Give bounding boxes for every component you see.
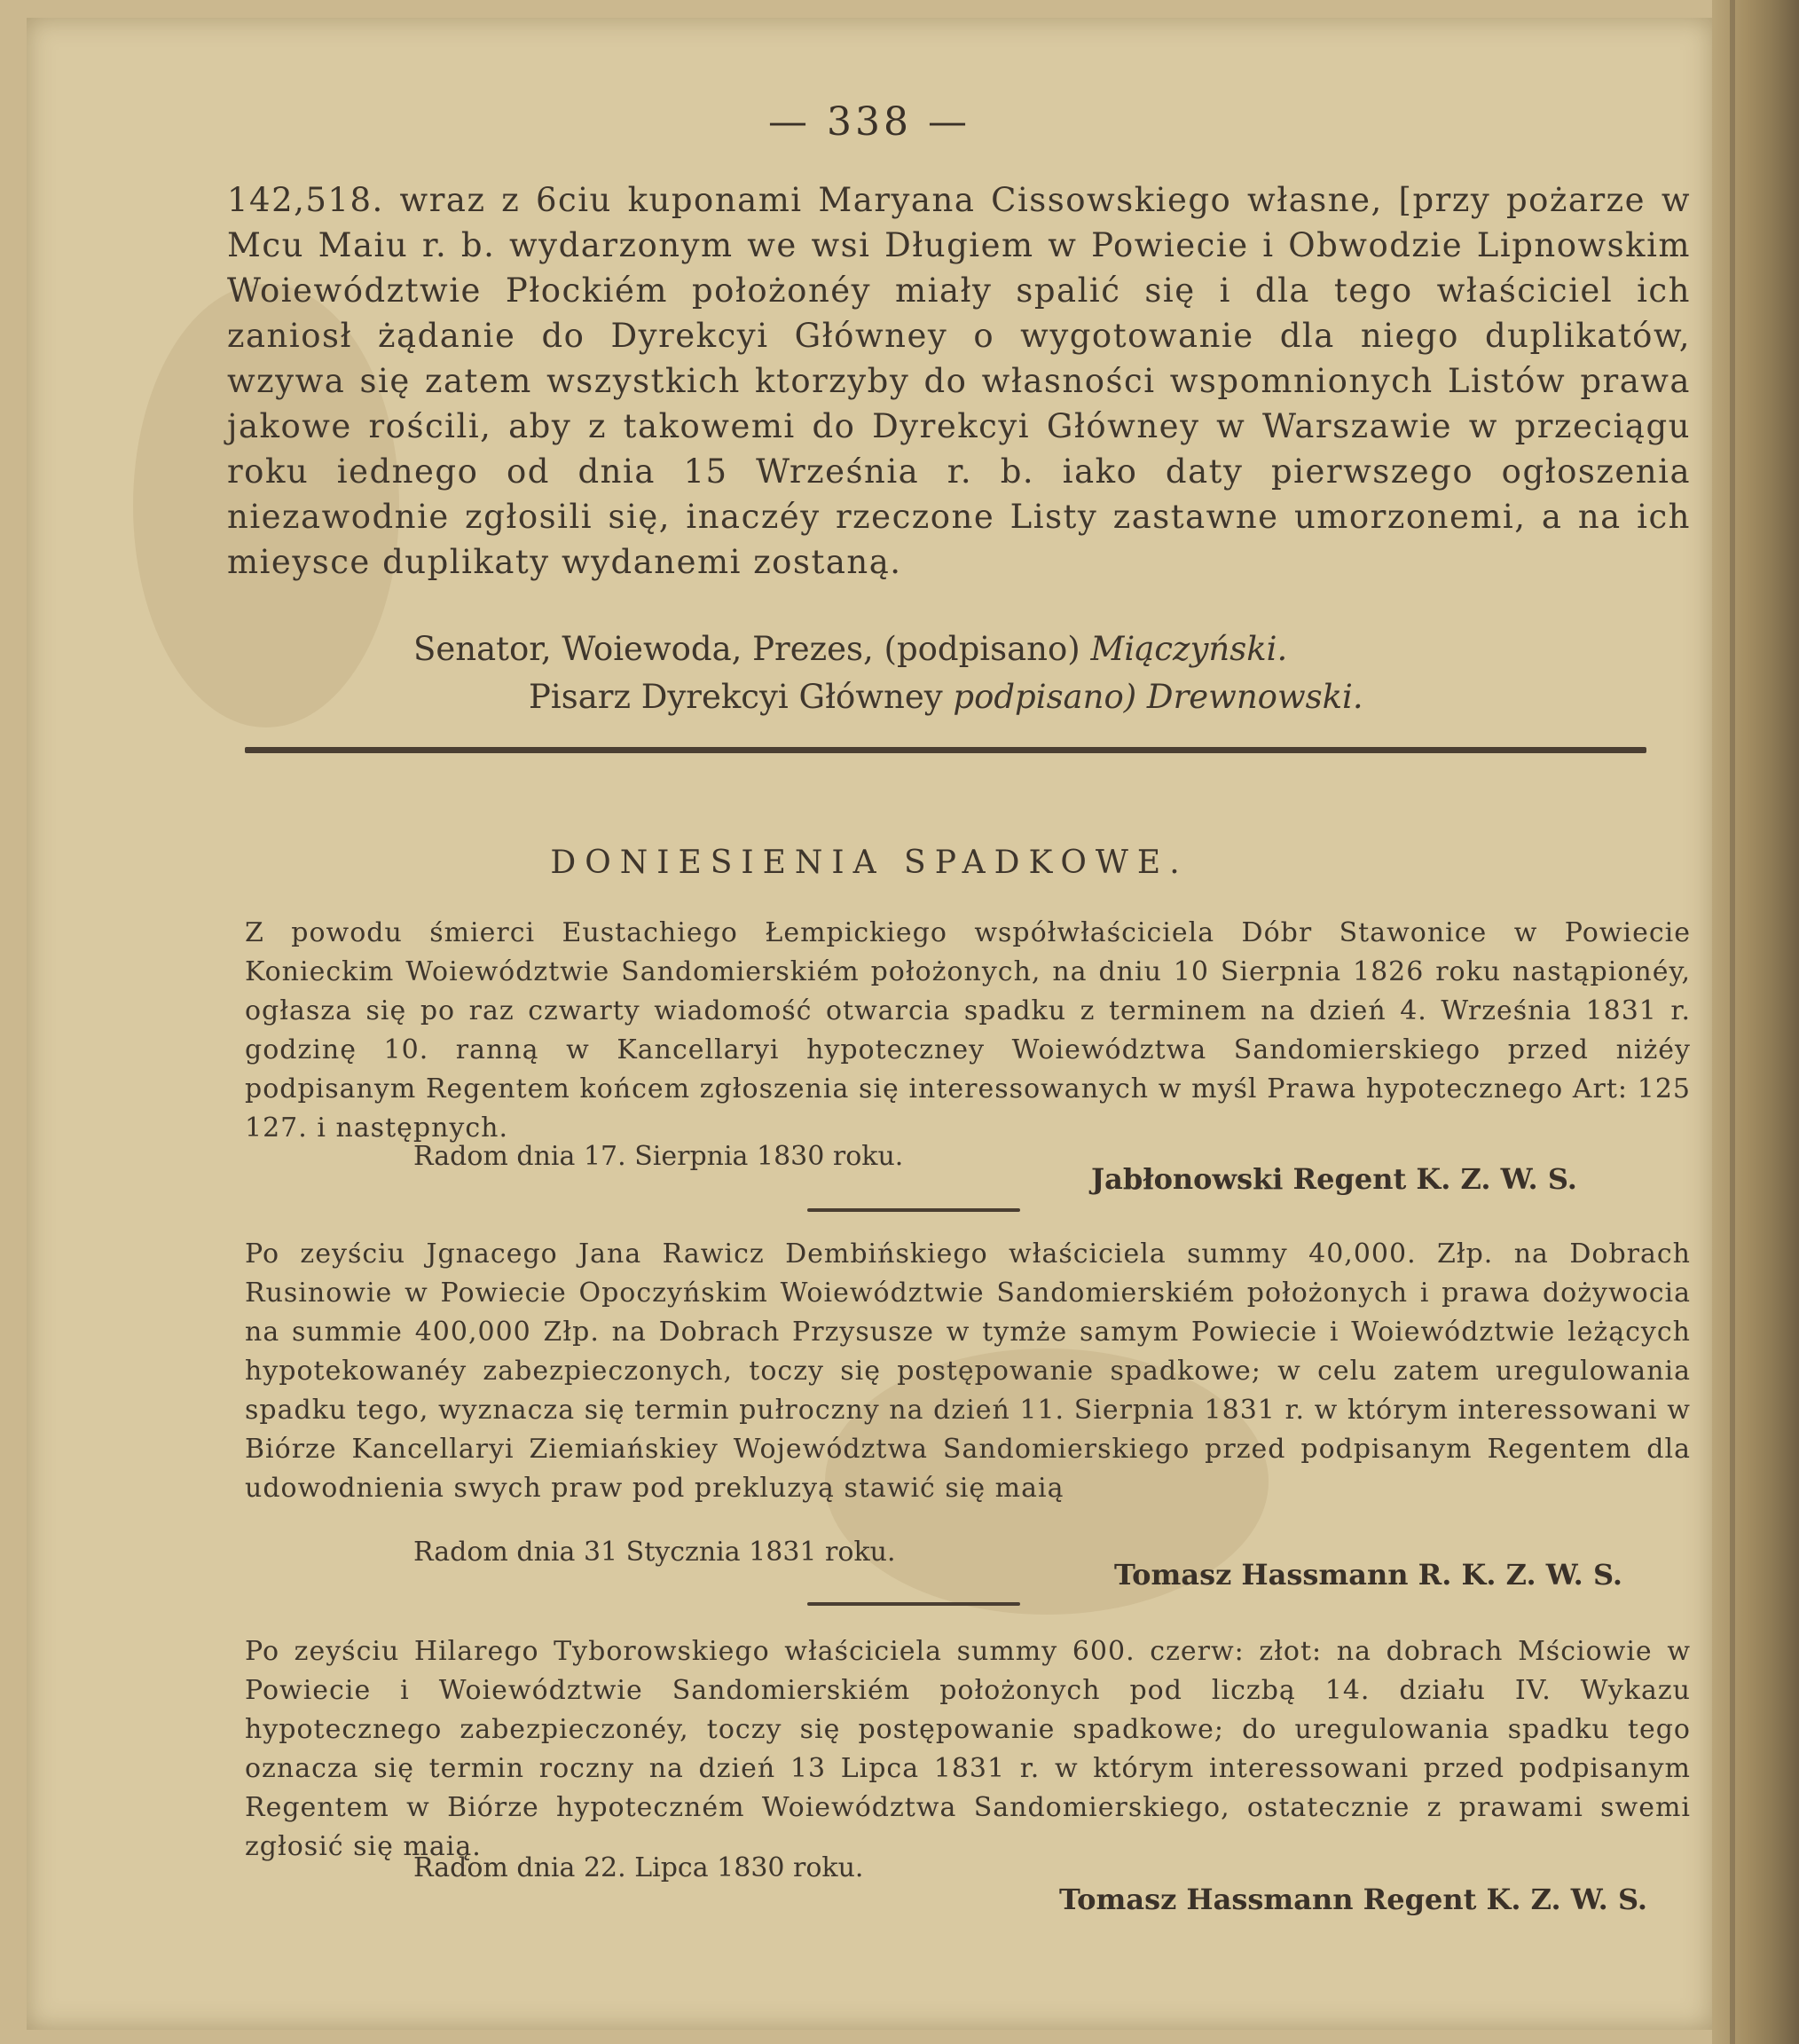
signature-pisarz-title: Pisarz Dyrekcyi Główney xyxy=(529,678,943,716)
page-number: — 338 — xyxy=(768,99,970,145)
signature-senator-title: Senator, Woiewoda, Prezes, (podpisano) xyxy=(413,630,1080,668)
notice-lempicki: Z powodu śmierci Eustachiego Łempickiego współwłaściciela Dóbr Stawonice w Powiecie Konieckim Woiewództwie Sandomierskiém położonych, na dniu 10 Sierpnia 1826 roku nastąpionéy, ogłasza się po raz czwarty wiadomość otwarcia spadku z terminem na dzień 4. Września 1831 r. godzinę 10. ranną w Kancellaryi hypoteczney Woiewództwa Sandomierskiego przed niżéy podpisanym Regentem końcem zgłoszenia się interessowanych w myśl Prawa hypotecznego Art: 125 127. i następnych. xyxy=(245,917,1691,1144)
signature-pisarz-name: podpisano) Drewnowski. xyxy=(953,678,1363,716)
section-divider xyxy=(245,747,1646,753)
book-page xyxy=(27,18,1712,2030)
notice-lempicki-signature: Jabłonowski Regent K. Z. W. S. xyxy=(1091,1162,1577,1196)
notice-divider xyxy=(807,1602,1020,1606)
notice-listy-zastawne: 142,518. wraz z 6ciu kuponami Maryana Cissowskiego własne, [przy pożarze w Mcu Maiu r. b. wydarzonym we wsi Długiem w Powiecie i Obwodzie Lipnowskim Woiewództwie Płockiém położonéy miały spalić się i dla tego właściciel ich zaniosł żądanie do Dyrekcyi Główney o wygotowanie dla niego duplikatów, wzywa się zatem wszystkich ktorzyby do własności wspomnionych Listów prawa jakowe rościli, aby z takowemi do Dyrekcyi Główney w Warszawie w przeciągu roku iednego od dnia 15 Września r. b. iako daty pierwszego ogłoszenia niezawodnie zgłosili się, inaczéy rzeczone Listy zastawne umorzonemi, a na ich mieysce duplikaty wydanemi zostaną. xyxy=(227,181,1691,581)
notice-tyborowski-date: Radom dnia 22. Lipca 1830 roku. xyxy=(413,1852,864,1883)
signature-pisarz xyxy=(529,678,1363,716)
book-spine xyxy=(1730,0,1735,2044)
notice-tyborowski: Po zeyściu Hilarego Tyborowskiego właściciela summy 600. czerw: złot: na dobrach Mściowie w Powiecie i Woiewództwie Sandomierskiém położonych pod liczbą 14. działu IV. Wykazu hypotecznego zabezpieczonéy, toczy się postępowanie spadkowe; do uregulowania spadku tego oznacza się termin roczny na dzień 13 Lipca 1831 r. w którym interessowani przed podpisanym Regentem w Biórze hypoteczném Woiewództwa Sandomierskiego, ostatecznie z prawami swemi zgłosić się maią. xyxy=(245,1636,1691,1862)
notice-dembinski-date: Radom dnia 31 Stycznia 1831 roku. xyxy=(413,1537,896,1568)
notice-divider xyxy=(807,1208,1020,1212)
notice-dembinski: Po zeyściu Jgnacego Jana Rawicz Dembińskiego właściciela summy 40,000. Złp. na Dobrach Rusinowie w Powiecie Opoczyńskim Woiewództwie Sandomierskiém położonych i prawa dożywocia na summie 400,000 Złp. na Dobrach Przysusze w tymże samym Powiecie i Woiewództwie leżących hypotekowanéy zabezpieczonych, toczy się postępowanie spadkowe; w celu zatem uregulowania spadku tego, wyznacza się termin pułroczny na dzień 11. Sierpnia 1831 r. w którym interessowani w Biórze Kancellaryi Ziemiańskiey Województwa Sandomierskiego przed podpisanym Regentem dla udowodnienia swych praw pod prekluzyą stawić się maią xyxy=(245,1238,1691,1504)
signature-senator xyxy=(413,630,1287,668)
notice-tyborowski-signature: Tomasz Hassmann Regent K. Z. W. S. xyxy=(1059,1883,1648,1916)
notice-dembinski-signature: Tomasz Hassmann R. K. Z. W. S. xyxy=(1114,1558,1623,1592)
signature-senator-name: Miączyński. xyxy=(1090,630,1288,668)
notice-lempicki-date: Radom dnia 17. Sierpnia 1830 roku. xyxy=(413,1141,904,1172)
section-heading: DONIESIENIA SPADKOWE. xyxy=(550,845,1189,881)
page-edge xyxy=(1712,0,1799,2044)
